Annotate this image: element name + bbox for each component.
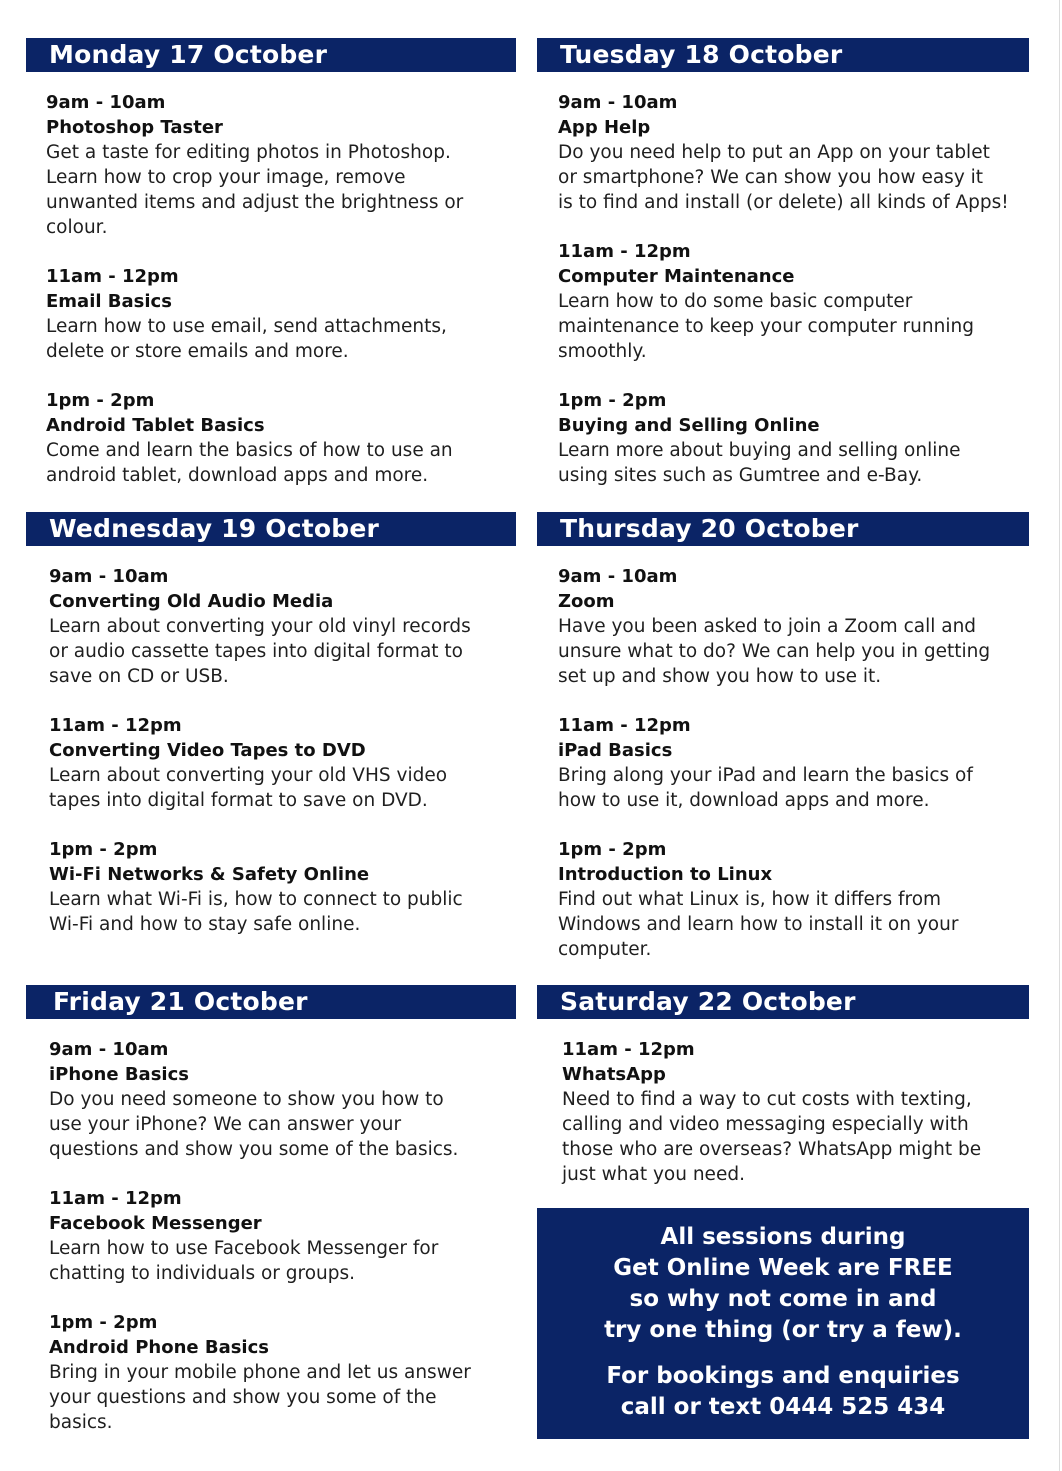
session-description: Find out what Linux is, how it differs from Windows and learn how to install it on your computer. [558, 889, 959, 960]
session-item [49, 1186, 516, 1286]
day-header: Tuesday 18 October [537, 38, 1029, 72]
day-header: Friday 21 October [26, 985, 516, 1019]
session-description: Learn how to use Facebook Messenger for chatting to individuals or groups. [49, 1238, 439, 1284]
session-item [49, 1310, 516, 1435]
session-item [558, 90, 1029, 215]
free-sessions-text: All sessions during Get Online Week are FREE so why not come in and try one thing (or try a few). [604, 1224, 962, 1343]
session-description: Have you been asked to join a Zoom call and unsure what to do? We can help you in getting set up and show you how to use it. [558, 616, 991, 687]
session-title: Zoom [558, 591, 615, 612]
session-description: Bring in your mobile phone and let us answer your questions and show you some of the basics. [49, 1362, 471, 1433]
session-description: Learn how to use email, send attachments, delete or store emails and more. [46, 316, 447, 362]
session-time: 11am - 12pm [562, 1039, 695, 1060]
session-title: iPhone Basics [49, 1064, 189, 1085]
session-time: 1pm - 2pm [558, 839, 667, 860]
session-item [46, 90, 516, 240]
day-friday [26, 985, 516, 1459]
session-time: 11am - 12pm [49, 1188, 182, 1209]
session-title: Introduction to Linux [558, 864, 773, 885]
session-item [49, 837, 516, 937]
day-monday [26, 38, 516, 512]
session-item [558, 837, 1029, 962]
session-time: 11am - 12pm [49, 715, 182, 736]
session-description: Learn about converting your old VHS video tapes into digital format to save on DVD. [49, 765, 448, 811]
session-time: 11am - 12pm [558, 715, 691, 736]
session-title: Photoshop Taster [46, 117, 223, 138]
session-time: 9am - 10am [46, 92, 166, 113]
session-time: 1pm - 2pm [46, 390, 155, 411]
session-title: Converting Old Audio Media [49, 591, 334, 612]
session-time: 11am - 12pm [558, 241, 691, 262]
session-time: 1pm - 2pm [49, 839, 158, 860]
session-description: Learn what Wi-Fi is, how to connect to public Wi-Fi and how to stay safe online. [49, 889, 463, 935]
session-item [49, 1037, 516, 1162]
day-header: Monday 17 October [26, 38, 516, 72]
session-item [46, 264, 516, 364]
day-wednesday [26, 512, 516, 961]
session-description: Need to find a way to cut costs with texting, calling and video messaging especially with those who are overseas? WhatsApp might be just what you need. [562, 1089, 982, 1185]
session-title: Computer Maintenance [558, 266, 795, 287]
session-title: Android Tablet Basics [46, 415, 265, 436]
session-item [562, 1037, 1029, 1187]
bookings-contact-text: For bookings and enquiries call or text 0444 525 434 [606, 1363, 960, 1420]
session-title: Wi-Fi Networks & Safety Online [49, 864, 370, 885]
session-title: Buying and Selling Online [558, 415, 820, 436]
session-description: Learn about converting your old vinyl records or audio cassette tapes into digital format to save on CD or USB. [49, 616, 471, 687]
session-title: Converting Video Tapes to DVD [49, 740, 366, 761]
day-thursday [537, 512, 1029, 986]
session-description: Get a taste for editing photos in Photoshop. Learn how to crop your image, remove unwanted items and adjust the brightness or colour. [46, 142, 464, 238]
session-time: 9am - 10am [558, 566, 678, 587]
session-title: WhatsApp [562, 1064, 666, 1085]
day-header: Wednesday 19 October [26, 512, 516, 546]
free-sessions-info-box [537, 1208, 1029, 1439]
day-tuesday [537, 38, 1029, 512]
session-title: App Help [558, 117, 651, 138]
day-header: Saturday 22 October [537, 985, 1029, 1019]
session-title: Facebook Messenger [49, 1213, 262, 1234]
session-title: Email Basics [46, 291, 172, 312]
session-time: 9am - 10am [49, 1039, 169, 1060]
session-time: 1pm - 2pm [558, 390, 667, 411]
session-description: Bring along your iPad and learn the basics of how to use it, download apps and more. [558, 765, 973, 811]
day-header: Thursday 20 October [537, 512, 1029, 546]
session-time: 11am - 12pm [46, 266, 179, 287]
session-title: iPad Basics [558, 740, 673, 761]
session-item [558, 388, 1029, 488]
session-description: Do you need help to put an App on your tablet or smartphone? We can show you how easy it is to find and install (or delete) all kinds of Apps! [558, 142, 1009, 213]
session-item [49, 564, 516, 689]
session-time: 1pm - 2pm [49, 1312, 158, 1333]
session-description: Learn more about buying and selling online using sites such as Gumtree and e-Bay. [558, 440, 961, 486]
session-time: 9am - 10am [558, 92, 678, 113]
session-description: Learn how to do some basic computer maintenance to keep your computer running smoothly. [558, 291, 974, 362]
session-item [558, 239, 1029, 364]
session-item [46, 388, 516, 488]
session-description: Do you need someone to show you how to use your iPhone? We can answer your questions and show you some of the basics. [49, 1089, 459, 1160]
session-description: Come and learn the basics of how to use an android tablet, download apps and more. [46, 440, 453, 486]
session-item [558, 713, 1029, 813]
session-time: 9am - 10am [49, 566, 169, 587]
session-item [49, 713, 516, 813]
session-item [558, 564, 1029, 689]
day-saturday [537, 985, 1029, 1211]
page-edge-line [1059, 0, 1060, 1471]
session-title: Android Phone Basics [49, 1337, 269, 1358]
